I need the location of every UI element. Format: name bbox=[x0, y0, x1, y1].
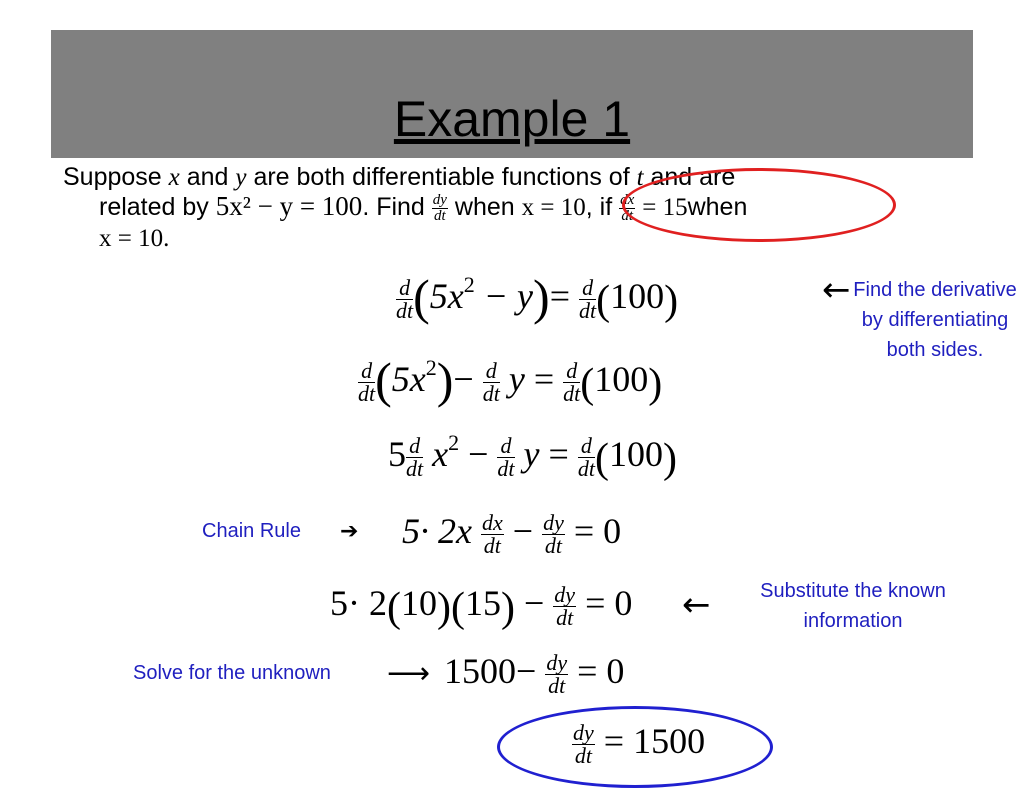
relation-equation: 5x² − y = 100 bbox=[215, 191, 363, 221]
var-t: t bbox=[636, 164, 644, 191]
var-y: y bbox=[235, 164, 247, 191]
equation-line-2: $\frac{d}{dt}$ $(5x^2)-$ $\frac{d}{dt}$ y = $\frac{d}{dt}$ (100) bbox=[358, 352, 663, 408]
note-substitute: Substitute the known information bbox=[760, 580, 946, 632]
left-arrow-1: ← bbox=[822, 270, 851, 310]
left-arrow-2: ← bbox=[682, 585, 711, 625]
text-when-2: when bbox=[687, 193, 748, 221]
equation-line-7-answer: $\frac{dy}{dt}$ = 1500 bbox=[573, 720, 706, 768]
right-arrow-solve: ⟶ bbox=[387, 656, 431, 691]
note-find-derivative: Find the derivative by differentiating both sides. bbox=[853, 279, 1017, 361]
equation-line-5: 5· 2(10)(15) − $\frac{dy}{dt}$ = 0 bbox=[330, 582, 633, 631]
slide-title: Example 1 bbox=[393, 91, 631, 147]
note-solve: Solve for the unknown bbox=[133, 662, 331, 684]
equation-line-3: 5 $\frac{d}{dt}$ $x^2$ − $\frac{d}{dt}$ y = $\frac{d}{dt}$ (100) bbox=[388, 430, 677, 482]
red-highlight-circle bbox=[622, 168, 896, 242]
x-equals-10-end: x = 10. bbox=[99, 224, 170, 252]
text-and: and bbox=[186, 163, 229, 191]
equals-15: = 15 bbox=[642, 194, 688, 221]
text-suppose: Suppose bbox=[63, 163, 162, 191]
text-if: , if bbox=[585, 193, 613, 221]
text-and-are: and are bbox=[650, 163, 736, 191]
text-when: when bbox=[454, 193, 515, 221]
text-find: . Find bbox=[362, 193, 425, 221]
equation-line-1: $\frac{d}{dt}$ $(5x^2 - y)=$ $\frac{d}{dt}$ (100) bbox=[396, 269, 679, 325]
dx-dt-fraction: $\frac{dx}{dt}$ bbox=[620, 191, 635, 224]
note-chain-rule: Chain Rule bbox=[202, 520, 301, 542]
title-bar bbox=[51, 30, 973, 158]
right-arrow-chain: ➔ bbox=[340, 519, 359, 544]
dy-dt-fraction: $\frac{dy}{dt}$ bbox=[432, 191, 447, 224]
x-equals-10: x = 10 bbox=[521, 194, 586, 221]
equation-line-4: 5· 2x $\frac{dx}{dt}$ − $\frac{dy}{dt}$ = 0 bbox=[402, 510, 622, 558]
var-x: x bbox=[168, 164, 180, 191]
text-functions: are both differentiable functions of bbox=[253, 163, 630, 191]
text-related-by: related by bbox=[99, 193, 209, 221]
equation-line-6: 1500− $\frac{dy}{dt}$ = 0 bbox=[444, 650, 625, 698]
